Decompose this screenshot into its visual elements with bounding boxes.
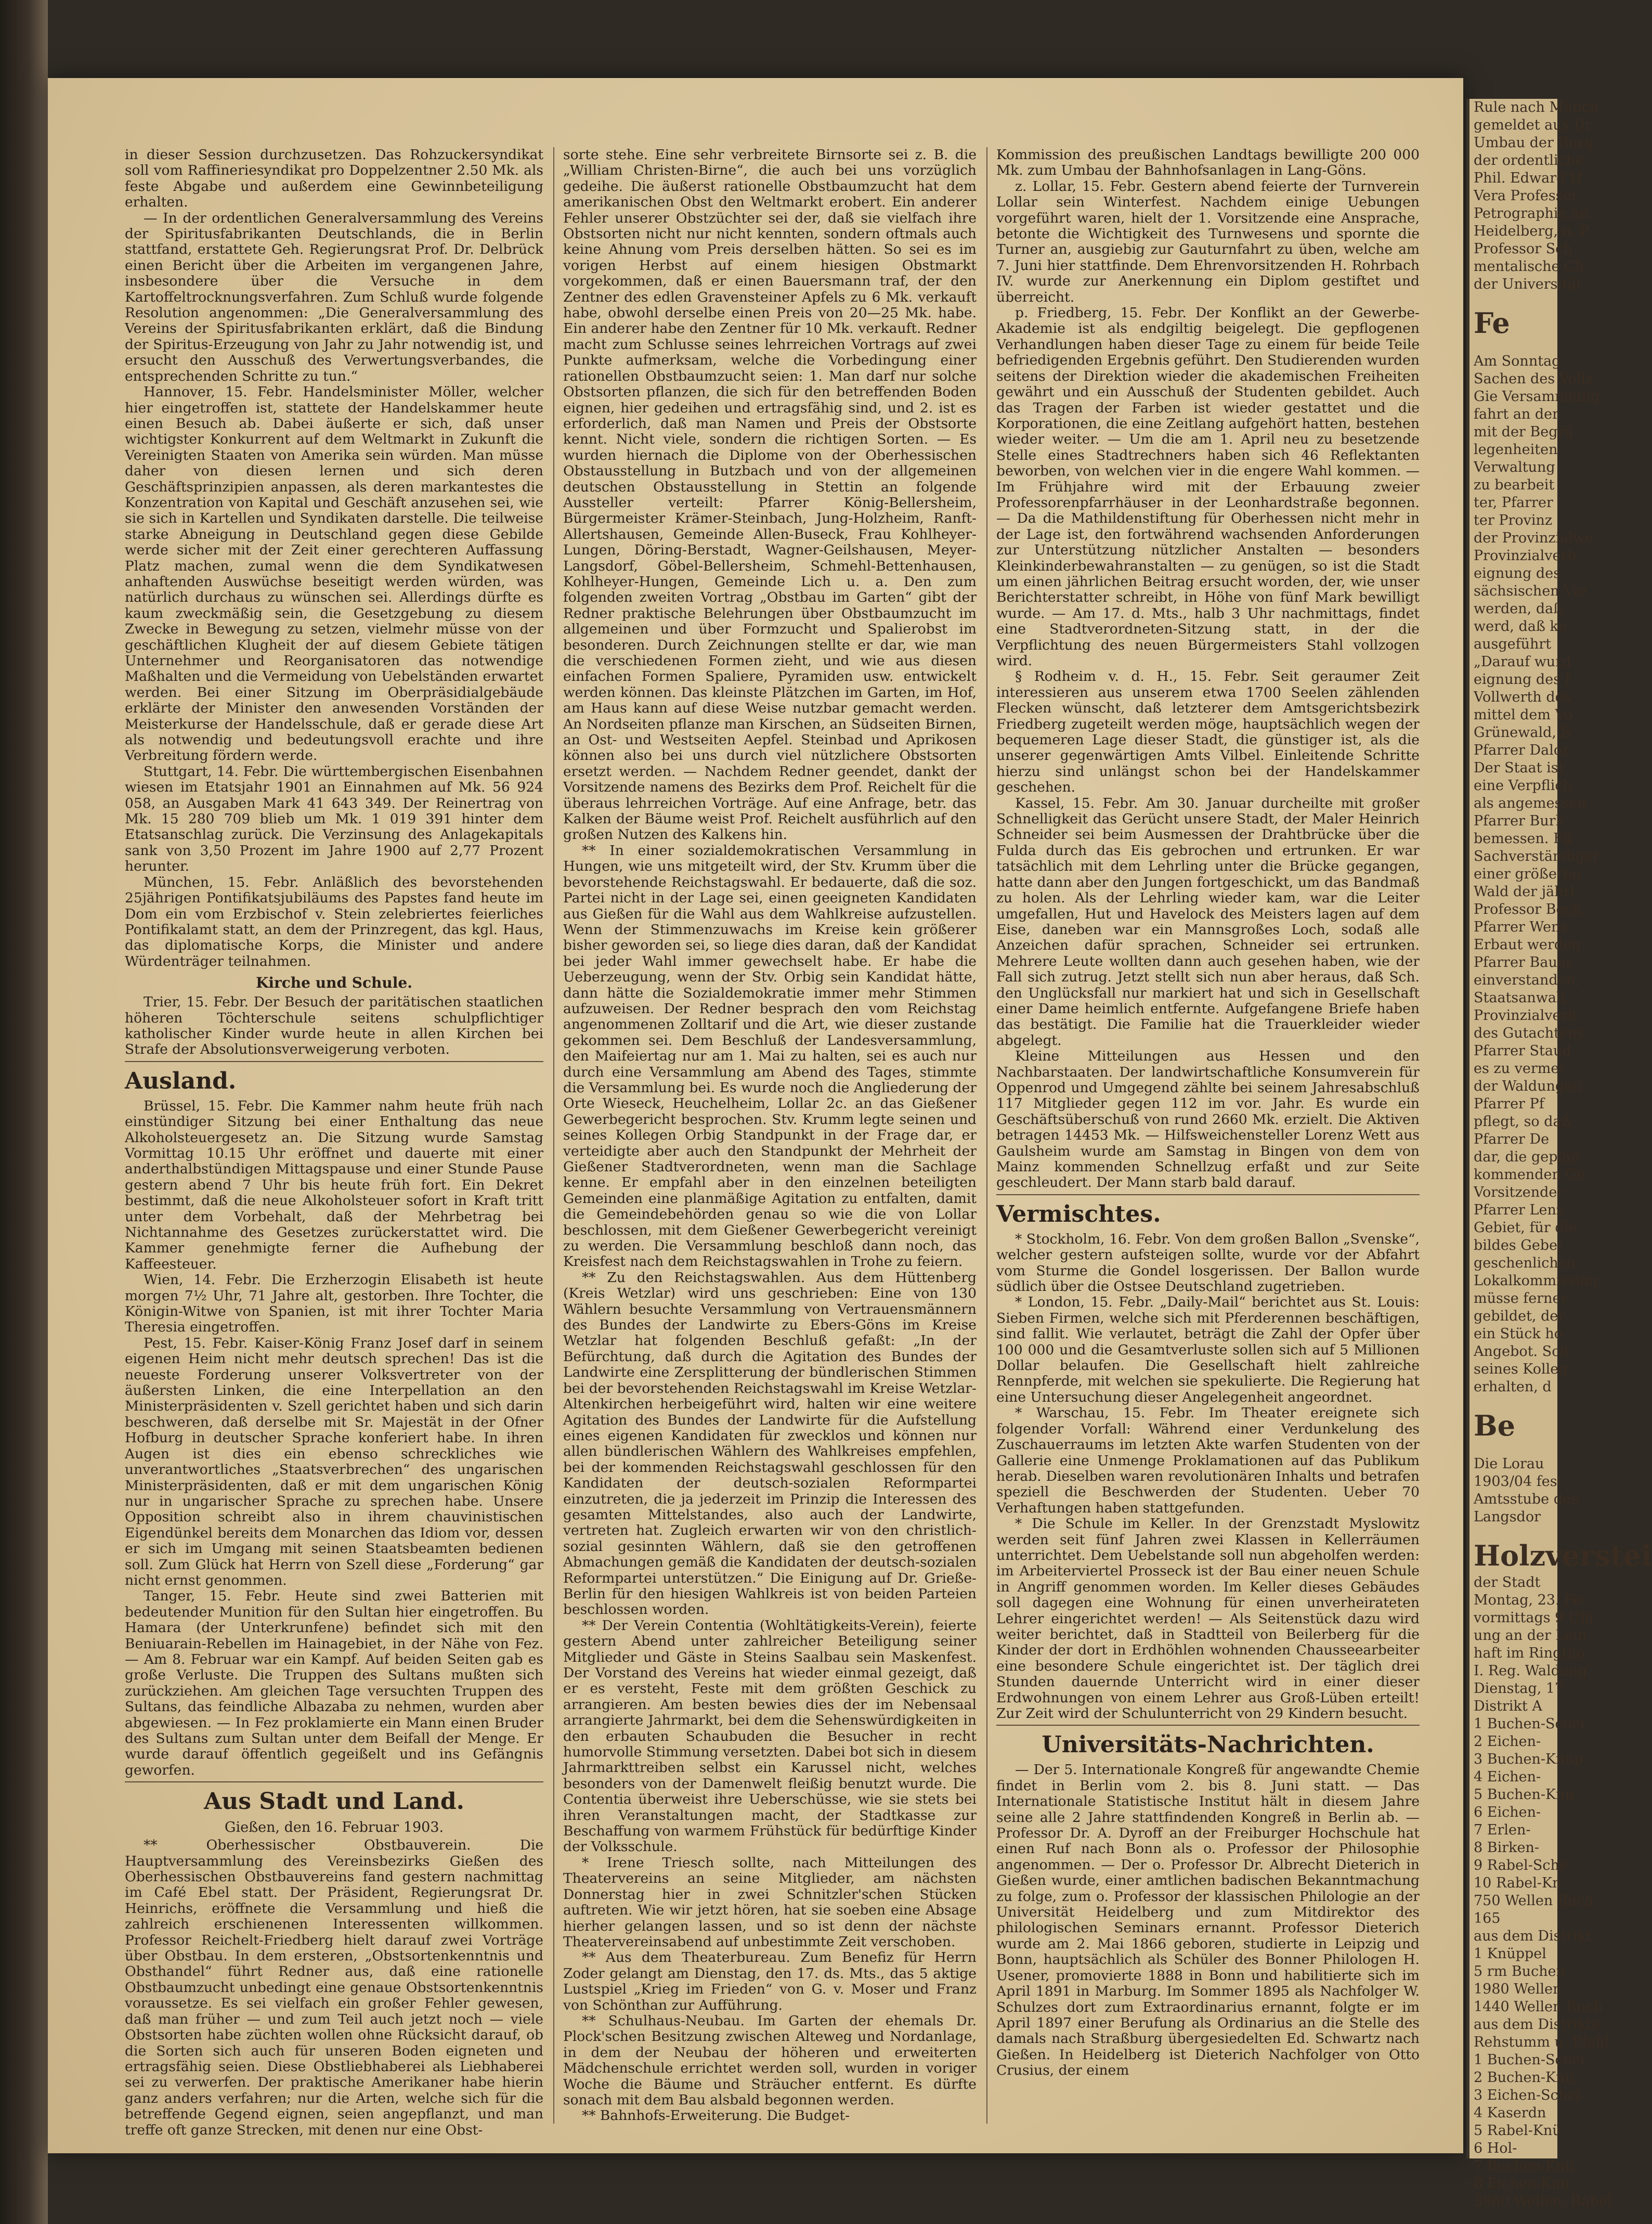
section-heading: Aus Stadt und Land. <box>204 1788 464 1815</box>
adjacent-page-fragment: Wald der jährl <box>1474 884 1575 900</box>
article-paragraph: Kleine Mitteilungen aus Hessen und den Nachbarstaaten. Der landwirtschaftliche Konsumverein für Oppenrod und Umgegend zählte bei seinem Jahresabschluß 117 Mitglieder gegen 112 im vor. Jahr. Es wurde ein Geschäftsüberschuß von rund 2660 Mk. erzielt. Die Aktiven betragen 14453 Mk. — Hilfsweichensteller Lorenz Wett aus Gaulsheim wurde am Samstag in Bingen von dem von Mainz kommenden Schnellzug erfaßt und zur Seite geschleudert. Der Mann starb bald darauf. <box>996 1048 1420 1191</box>
adjacent-page-fragment: eignung des <box>1474 565 1561 581</box>
section-heading: Ausland. <box>125 1067 237 1094</box>
adjacent-page-fragment: bemessen. Fü <box>1474 831 1572 847</box>
adjacent-page-fragment: werd, daß ke <box>1474 618 1567 635</box>
adjacent-page-fragment: 4 Eichen- <box>1474 1769 1541 1785</box>
column-3 <box>996 147 1420 2124</box>
adjacent-page-fragment: der ordentliche <box>1474 152 1584 169</box>
adjacent-page-fragment: 8 Eichen-Knü <box>1474 2176 1570 2192</box>
adjacent-page-fragment: Staatsanwalt <box>1474 990 1567 1006</box>
adjacent-page-fragment: Rule nach Münch <box>1474 99 1599 115</box>
section-divider <box>125 1061 543 1062</box>
adjacent-page-fragment: Die Lorau <box>1474 1456 1544 1472</box>
adjacent-page-fragment: Dienstag, 17 <box>1474 1680 1564 1697</box>
adjacent-page-fragment: fahrt an der <box>1474 406 1559 422</box>
adjacent-page-fragment: 7 Erlen- <box>1474 1822 1531 1838</box>
article-paragraph: ** Der Verein Contentia (Wohltätigkeits-Verein), feierte gestern Abend unter zahlreicher Beteiligung seiner Mitglieder und Gäste in Steins Saalbau sein Maskenfest. Der Vorstand des Vereins hat wieder einmal gezeigt, daß er es versteht, Feste mit dem größten Geschick zu arrangieren. Am besten bewies dies der im Nebensaal arrangierte Jahrmarkt, bei dem die Sehenswürdigkeiten in den erbauten Schaubuden die Besucher in recht humorvolle Stimmung versetzten. Dabei bot sich in diesem Jahrmarkttreiben selbst ein Karussel nicht, welches besonders von der Damenwelt fleißig benutzt wurde. Die Contentia überweist ihre Ueberschüsse, wie sie stets bei ihren Veranstaltungen macht, der Stadtkasse zur Beschaffung von warmem Frühstück für bedürftige Kinder der Volksschule. <box>563 1617 977 1855</box>
adjacent-page-fragment: 6 Eichen- <box>1474 1804 1541 1820</box>
adjacent-page-fragment: sächsischen Vie <box>1474 583 1586 599</box>
adjacent-page-fragment: mit der Begrü <box>1474 424 1573 440</box>
adjacent-page-fragment: werden, daß <box>1474 601 1563 617</box>
adjacent-page-fragment: ung an der Leih <box>1474 1627 1587 1644</box>
adjacent-page-fragment: „Darauf wurd <box>1474 654 1571 670</box>
adjacent-page-fragment: 1 Buchen-Schei <box>1474 2052 1585 2068</box>
adjacent-page-fragment: 6 Hol- <box>1474 2140 1517 2156</box>
dateline: Gießen, den 16. Februar 1903. <box>224 1819 444 1836</box>
adjacent-page-fragment: 165 <box>1474 1910 1501 1926</box>
adjacent-page-fragment: einer größeren <box>1474 866 1581 882</box>
adjacent-page-fragment: gemeldet aus Dr <box>1474 117 1592 133</box>
article-paragraph: sorte stehe. Eine sehr verbreitete Birnsorte sei z. B. die „William Christen-Birne“, die auch bei uns vorzüglich gedeihe. Die äußerst rationelle Obstbaumzucht hat dem amerikanischen Obst den Weltmarkt erobert. Ein anderer Fehler unserer Obstzüchter sei der, daß sie vielfach ihre Obstsorten nicht nur nicht kennten, sondern oftmals auch keine Ahnung vom Preis derselben hätten. So sei es im vorigen Herbst auf einem hiesigen Obstmarkt vorgekommen, daß er einen Bauersmann traf, der den Zentner des edlen Gravensteiner Apfels zu 6 Mk. verkauft habe, obwohl derselbe einen Preis von 20—25 Mk. habe. Ein anderer habe den Zentner für 10 Mk. verkauft. Redner macht zum Schlusse seines lehrreichen Vortrags auf zwei Punkte aufmerksam, welche die Vorbedingung einer rationellen Obstbaumzucht seien: 1. Man darf nur solche Obstsorten pflanzen, die sich für den betreffenden Boden eignen, hier gedeihen und ertragsfähig sind, und 2. ist es erforderlich, daß man Namen und Preis der Obstsorte kennt. Nicht viele, sondern die richtigen Sorten. — Es wurden hiernach die Diplome von der Oberhessischen Obstausstellung in Butzbach und von der allgemeinen deutschen Obstausstellung in Stettin an folgende Aussteller verteilt: Pfarrer König-Bellersheim, Bürgermeister Krämer-Steinbach, Jung-Holzheim, Ranft-Allertshausen, Gemeinde Allen-Buseck, Frau Kohlheyer-Lungen, Döring-Berstadt, Wagner-Geilshausen, Meyer-Langsdorf, Göbel-Bellersheim, Schmehl-Bettenhausen, Kohlheyer-Hungen, Gemeinde Lich u. a. Den zum folgenden zweiten Vortrag „Obstbau im Garten“ gibt der Redner praktische Belehrungen über Obstbaumzucht im allgemeinen und über Formzucht und Spalierobst im besonderen. Durch Zeichnungen stellte er dar, wie man die verschiedenen Formen zieht, und wie aus diesen einfachen Formen Spaliere, Pyramiden usw. entwickelt werden können. Das kleinste Plätzchen im Garten, im Hof, am Haus kann auf diese Weise nutzbar gemacht werden. An Nordseiten pflanze man Kirschen, an Südseiten Birnen, an Ost- und Westseiten Aepfel. Steinbad und Aprikosen können also bei uns durch viel nützlichere Obstsorten ersetzt werden. — Nachdem Redner geendet, dankt der Vorsitzende namens des Bezirks dem Prof. Reichelt für die überaus lehrreichen Vorträge. Auf eine Anfrage, betr. das Kalken der Bäume weist Prof. Reichelt ausführlich auf den großen Nutzen des Kalkens hin. <box>563 147 977 843</box>
adjacent-page-fragment: 3960 Wellen, Rabel <box>1474 2193 1612 2209</box>
adjacent-page-fragment: seines Kolleg <box>1474 1361 1568 1377</box>
adjacent-page-fragment: 2 Buchen-Knü <box>1474 2070 1574 2086</box>
article-paragraph: * Stockholm, 16. Febr. Von dem großen Ballon „Svenske“, welcher gestern aufsteigen sollte, wurde vor der Abfahrt vom Sturme die Gondel losgerissen. Der Ballon wurde südlich über die Ostsee Deutschland zugetrieben. <box>996 1231 1420 1295</box>
article-paragraph: in dieser Session durchzusetzen. Das Rohzuckersyndikat soll vom Raffineriesyndikat pro Doppelzentner 2.50 Mk. als feste Abgabe und außerdem eine Gewinnbeteiligung erhalten. <box>125 147 543 211</box>
article-paragraph: Kommission des preußischen Landtags bewilligte 200 000 Mk. zum Umbau der Bahnhofsanlagen in Lang-Göns. <box>996 147 1420 179</box>
adjacent-page-fragment: mentalische Ch <box>1474 258 1584 275</box>
adjacent-page-fragment: 1 Buchen-Schei <box>1474 1716 1585 1732</box>
adjacent-page-fragment: Grünewald, S <box>1474 725 1571 741</box>
adjacent-page-fragment: Rehstumm u. Pfahl <box>1474 2034 1609 2050</box>
article-columns <box>125 147 1420 2138</box>
section-heading: Vermischtes. <box>996 1200 1161 1227</box>
adjacent-page-fragment: Professor Sch <box>1474 241 1572 257</box>
article-paragraph: Tanger, 15. Febr. Heute sind zwei Batterien mit bedeutender Munition für den Sultan hier eingetroffen. Bu Hamara (der Unterkrunfene) befindet sich mit den Beniuarain-Rebellen im Hainagebiet, in der Nähe von Fez. — Am 8. Februar war ein Kampf. Auf beiden Seiten gab es große Verluste. Die Truppen des Sultans mußten sich zurückziehen. Am gleichen Tage versuchten Truppen des Sultans, das feindliche Albazaba zu nehmen, wurden aber abgewiesen. — In Fez proklamierte ein Mann einen Bruder des Sultans zum Sultan unter dem Beifall der Menge. Er wurde darauf öffentlich gegeißelt und ins Gefängnis geworfen. <box>125 1588 543 1778</box>
adjacent-page-fragment: Vorsitzender <box>1474 1184 1564 1200</box>
adjacent-page-fragment: legenheiten <box>1474 442 1558 458</box>
adjacent-page-fragment: Distrikt A <box>1474 1698 1542 1714</box>
adjacent-page-fragment: vormittags 9 Uhr <box>1474 1610 1596 1626</box>
article-paragraph: ** Aus dem Theaterbureau. Zum Benefiz für Herrn Zoder gelangt am Dienstag, den 17. ds. Mts., das 5 aktige Lustspiel „Krieg im Frieden“ von G. v. Moser und Franz von Schönthan zur Aufführung. <box>563 1949 977 2013</box>
adjacent-page-fragment: 5 rm Buchen <box>1474 1963 1565 1980</box>
article-paragraph: ** Oberhessischer Obstbauverein. Die Hauptversammlung des Vereinsbezirks Gießen des Oberhessischen Obstbauvereins fand gestern nachmittag im Café Ebel statt. Der Präsident, Regierungsrat Dr. Heinrichs, eröffnete die Versammlung und hieß die zahlreich erschienenen Interessenten willkommen. Professor Reichelt-Friedberg hielt darauf zwei Vorträge über Obstbau. In dem ersteren, „Obstsortenkenntnis und Obsthandel“ führt Redner aus, daß eine rationelle Obstbaumzucht unbedingt eine genaue Obstsortenkenntnis voraussetze. Es sei vielfach ein großer Fehler gewesen, daß man früher — und zum Teil auch jetzt noch — viele Obstsorten habe züchten wollen ohne Rücksicht darauf, ob die Sorten sich auch für unseren Boden eigneten und ertragsfähig seien. Diese Obstliebhaberei als Liebhaberei sei zu verwerfen. Der praktische Amerikaner habe hierin ganz anders verfahren; nur die Arten, welche sich für die betreffende Gegend eignen, seien angepflanzt, und man treffe oft ganze Strecken, mit denen nur eine Obst- <box>125 1837 543 2138</box>
article-paragraph: Brüssel, 15. Febr. Die Kammer nahm heute früh nach einstündiger Sitzung bei einer Enthaltung das neue Alkoholsteuergesetz an. Die Sitzung wurde Samstag Vormittag 10.15 Uhr eröffnet und dauerte mit einer anderthalbstündigen Mittagspause und einer Stunde Pause gestern abend 7 Uhr bis heute früh fort. Ein Dekret bestimmt, daß die neue Alkoholsteuer sofort in Kraft tritt unter dem Vorbehalt, daß der Mehrbetrag bei Nichtannahme des Gesetzes zurückerstattet wird. Die Kammer genehmigte ferner die Aufhebung der Kaffeesteuer. <box>125 1097 543 1272</box>
subsection-heading: Kirche und Schule. <box>256 974 412 992</box>
adjacent-page-fragment: Provinzialverb <box>1474 548 1577 564</box>
section-divider <box>125 1781 543 1782</box>
article-paragraph: München, 15. Febr. Anläßlich des bevorstehenden 25jährigen Pontifikatsjubiläums des Papstes fand heute im Dom ein vom Erzbischof v. Stein zelebriertes feierliches Pontifikalamt statt, an dem der Prinzregent, das kgl. Haus, das diplomatische Korps, die Minister und andere Würdenträger teilnahmen. <box>125 874 543 969</box>
adjacent-page-fragment: Provinzialverb <box>1474 1007 1577 1024</box>
adjacent-page-fragment: Holzverstei <box>1474 1539 1652 1572</box>
adjacent-page-fragment: Pfarrer Pf <box>1474 1096 1544 1112</box>
adjacent-page-fragment: Be <box>1474 1409 1515 1442</box>
section-heading: Universitäts-Nachrichten. <box>1042 1731 1374 1758</box>
adjacent-page-fragment: 3 Eichen-Schei <box>1474 2087 1580 2103</box>
adjacent-page-fragment: Lokalkommission <box>1474 1273 1597 1289</box>
adjacent-page-fragment: aus dem Distrikt <box>1474 1928 1592 1944</box>
adjacent-page-fragment: als angemessen <box>1474 795 1586 811</box>
adjacent-page-fragment: Sachverständiger <box>1474 848 1599 864</box>
article-paragraph: ** Bahnhofs-Erweiterung. Die Budget- <box>582 2107 850 2124</box>
adjacent-page-fragment: Umbau der Burg <box>1474 135 1593 151</box>
adjacent-page-fragment: 9 Rabel-Sche <box>1474 1857 1568 1873</box>
adjacent-page-fragment: geschenlichen <box>1474 1255 1576 1271</box>
adjacent-page-fragment: der Waldungen <box>1474 1078 1582 1094</box>
adjacent-page-fragment: zu bearbeit <box>1474 477 1555 493</box>
adjacent-page-fragment: Pfarrer Wenz <box>1474 919 1568 935</box>
adjacent-page-fragment: müsse ferner <box>1474 1290 1568 1307</box>
adjacent-page-fragment: Fe <box>1474 306 1510 340</box>
article-paragraph: p. Friedberg, 15. Febr. Der Konflikt an der Gewerbe-Akademie ist als endgiltig beigelegt. Die gepflogenen Verhandlungen haben dieser Tage zu einem für beide Teile befriedigenden Ergebnis geführt. Den Studierenden wurden seitens der Direktion wieder die akademischen Freiheiten gewährt und ein Ausschuß der Studenten gebildet. Auch das Tragen der Farben ist wieder gestattet und die Korporationen, die eine Zeitlang aufgehört hatten, bestehen wieder weiter. — Um die am 1. April neu zu besetzende Stelle eines Stadtrechners haben sich 46 Reflektanten beworben, von welchen vier in die engere Wahl kommen. — Im Frühjahre wird mit der Erbauung zweier Professorenpfarrhäuser in der Leonhardstraße begonnen. — Da die Mathildenstiftung für Oberhessen nicht mehr in der Lage ist, den fortwährend wachsenden Anforderungen zur Unterstützung nützlicher Anstalten — besonders Kleinkinderbewahranstalten — zu genügen, so ist die Stadt um einen jährlichen Beitrag ersucht worden, der, wie unser Berichterstatter schreibt, in Höhe von fünf Mark bewilligt wurde. — Am 17. d. Mts., halb 3 Uhr nachmittags, findet eine Stadtverordneten-Sitzung statt, in der die Verpflichtung des neuen Bürgermeisters Stahl vollzogen wird. <box>996 305 1420 669</box>
adjacent-page-fragment: Phil. Edward H <box>1474 170 1582 186</box>
column-rule <box>553 147 554 2124</box>
article-paragraph: Kassel, 15. Febr. Am 30. Januar durcheilte mit großer Schnelligkeit das Gerücht unsere Stadt, der Maler Heinrich Schneider sei beim Ausmessen der Drahtbrücke über die Fulda durch das Eis gebrochen und ertrunken. Er war tatsächlich mit dem Lehrling unter die Brücke gegangen, hatte dann aber den Jungen fortgeschickt, um das Bandmaß zu holen. Als der Lehrling wieder kam, war die Leiter umgefallen, Hut und Havelock des Meisters lagen auf dem Eise, daneben war ein Mannsgroßes Loch, sodaß alle Anzeichen dafür sprachen, Schneider sei ertrunken. Mehrere Leute wollten dann auch gesehen haben, wie der Fall sich zutrug. Jetzt stellt sich nun aber heraus, daß Sch. den Unglücksfall nur markiert hat und sich in Gesellschaft einer Dame heimlich entfernte. Aufgefangene Briefe haben das bestätigt. Die Familie hat die Trauerkleider wieder abgelegt. <box>996 795 1420 1049</box>
section-divider <box>996 1725 1420 1726</box>
adjacent-page-fragment: Erbaut werden <box>1474 937 1581 953</box>
article-paragraph: § Rodheim v. d. H., 15. Febr. Seit geraumer Zeit interessieren aus unserem etwa 1700 Seelen zählenden Flecken wünscht, daß letzterer dem Amtsgerichtsbezirk Friedberg zugeteilt werden möge, hauptsächlich wegen der bequemeren Lage dieser Stadt, die günstiger ist, als die unserer gegenwärtigen Amts Vilbel. Einleitende Schritte hierzu sind unlängst schon bei der Handelskammer geschehen. <box>996 668 1420 796</box>
adjacent-page-fragment: bildes Gebet <box>1474 1237 1563 1253</box>
article-paragraph: ** In einer sozialdemokratischen Versammlung in Hungen, wie uns mitgeteilt wird, der Stv. Krumm über die bevorstehende Reichstagswahl. Er bedauerte, daß die soz. Partei nicht in der Lage sei, einen geeigneten Kandidaten aus Gießen für die Wahl aus dem Wahlkreise aufzustellen. Wenn der Stimmenzuwachs im Kreise kein größerer bisher geworden sei, so liege dies daran, daß der Kandidat bei jeder Wahl immer gewechselt habe. Er habe die Ueberzeugung, wenn der Stv. Orbig sein Kandidat hätte, dann hätte die Sozialdemokratie immer mehr Stimmen aufzuweisen. Der Redner besprach den vom Reichstag angenommenen Zolltarif und die Art, wie dieser zustande gekommen sei. Dem Beschluß der Landesversammlung, den Maifeiertag nur am 1. Mai zu halten, sei es auch nur durch eine Versammlung am Abend des Tages, stimmte die Versammlung bei. Es wurde noch die Angliederung der Orte Wieseck, Heuchelheim, Lollar 2c. an das Gießener Gewerbegericht besprochen. Stv. Krumm legte seinen und seines Kollegen Orbig Standpunkt in der Frage dar, er verteidigte aber auch den Standpunkt der Mehrheit der Gießener Stadtverordneten, wenn man die Sachlage kenne. Er empfahl aber in den einzelnen beteiligten Gemeinden eine planmäßige Agitation zu entfalten, damit die Gemeindebehörden genau so wie die von Lollar beschlossen, mit dem Gießener Gewerbegericht vereinigt zu werden. Die Versammlung beschloß dann noch, das Kreisfest nach dem Reichstagswahlen in Trohe zu feiern. <box>563 842 977 1270</box>
adjacent-page-fragment: 1440 Wellen Buch <box>1474 1999 1603 2015</box>
adjacent-page-fragment: Gebiet, für die <box>1474 1220 1577 1236</box>
article-paragraph: Pest, 15. Febr. Kaiser-König Franz Josef darf in seinem eigenen Heim nicht mehr deutsch sprechen! Das ist die neueste Forderung unserer Volksvertreter von der äußersten Linken, die eine Interpellation an den Ministerpräsidenten v. Szell gerichtet haben und sich darin beschweren, daß derselbe mit Sr. Majestät in der Ofner Hofburg in deutscher Sprache konferiert habe. In ihren Augen ist dies ein ebenso schreckliches wie unverantwortliches „Staatsverbrechen“ des ungarischen Ministerpräsidenten, daß er mit dem ungarischen König nur in ungarischer Sprache zu sprechen habe. Unsere Opposition schreibt also in ihrem chauvinistischen Eigendünkel bereits dem Monarchen das Idiom vor, dessen er sich im Umgang mit seinen Staatsbeamten bedienen soll. Zum Glück hat Herrn von Szell diese „Forderung“ gar nicht ernst genommen. <box>125 1335 543 1588</box>
adjacent-page-fragment: 3 Buchen-Knüp <box>1474 1751 1583 1767</box>
article-paragraph: Stuttgart, 14. Febr. Die württembergischen Eisenbahnen wiesen im Etatsjahr 1901 an Einnahmen auf Mk. 56 924 058, an Ausgaben Mark 41 643 349. Der Reinertrag von Mk. 15 280 709 blieb um Mk. 1 019 391 hinter dem Etatsanschlag zurück. Die Verzinsung des Anlagekapitals sank von 3,50 Prozent im Jahre 1900 auf 2,77 Prozent herunter. <box>125 763 543 875</box>
adjacent-page-fragment: Gie Versammlung <box>1474 389 1600 405</box>
adjacent-page-fragment: Pfarrer Staud <box>1474 1043 1571 1059</box>
adjacent-page-fragment: Professor Beck <box>1474 901 1581 917</box>
adjacent-page-fragment: Angebot. Sch <box>1474 1343 1569 1360</box>
column-rule <box>986 147 987 2124</box>
adjacent-page-fragment: Pfarrer Dalor <box>1474 742 1569 758</box>
adjacent-page-fragment: eine Verpflich <box>1474 778 1572 794</box>
article-paragraph: Trier, 15. Febr. Der Besuch der paritätischen staatlichen höheren Töchterschule seitens schulpflichtiger katholischer Kinder wurde heute in allen Kirchen bei Strafe der Absolutionsverweigerung verboten. <box>125 994 543 1058</box>
book-spine-shadow <box>0 0 48 2224</box>
adjacent-page-fragment: der Provinzialwe <box>1474 530 1594 546</box>
adjacent-page-fragment: pflegt, so daß <box>1474 1114 1571 1130</box>
adjacent-page-fragment: es zu vermei <box>1474 1061 1564 1077</box>
article-paragraph: * Die Schule im Keller. In der Grenzstadt Myslowitz werden seit fünf Jahren zwei Klassen in Kellerräumen unterrichtet. Dem Uebelstande soll nun abgeholfen werden: im Arbeiterviertel Prosseck ist der Bau einer neuen Schule in Angriff genommen worden. Im Keller dieses Gebäudes soll dagegen eine Wohnung für einen unverheirateten Lehrer eingerichtet werden! — Als Seitenstück dazu wird weiter berichtet, daß in Stadtteil von Beilerberg für die Kinder der dort in Erdhöhlen wohnenden Chausseearbeiter eine besondere Schule eingerichtet ist. Der täglich drei Stunden dauernde Unterricht wird in einer dieser Erdwohnungen von einem Lehrer aus Groß-Lüben erteilt! Zur Zeit wird der Schulunterricht von 29 Kindern besucht. <box>996 1516 1420 1722</box>
adjacent-page-fragment: Langsdor <box>1474 1509 1541 1525</box>
adjacent-page-fragment: haft im Ringtho <box>1474 1645 1585 1661</box>
adjacent-page-fragment: 5 Rabel-Knü <box>1474 2123 1562 2139</box>
adjacent-page-fragment: 10 Rabel-Kn <box>1474 1875 1562 1891</box>
adjacent-page-fragment: ter Provinz <box>1474 512 1553 528</box>
adjacent-page-fragment: eignung des I <box>1474 671 1571 688</box>
adjacent-page-fragment: 7 Buchen-Knü <box>1474 2158 1574 2174</box>
adjacent-page-fragment: Montag, 23. Fe <box>1474 1592 1582 1608</box>
article-paragraph: ** Zu den Reichstagswahlen. Aus dem Hüttenberg (Kreis Wetzlar) wird uns geschrieben: Eine von 130 Wählern besuchte Versammlung von Vertrauensmännern des Bundes der Landwirte zu Ebers-Göns im Kreise Wetzlar hat folgenden Beschluß gefaßt: „In der Befürchtung, daß durch die Agitation des Bundes der Landwirte eine Zersplitterung der bündlerischen Stimmen bei der bevorstehenden Reichstagswahl im Kreise Wetzlar-Altenkirchen herbeigeführt wird, halten wir eine weitere Agitation des Bundes der Landwirte für die Aufstellung eines eigenen Kandidaten für zwecklos und können nur allen bündlerischen Wählern des Wahlkreises empfehlen, bei der kommenden Reichstagswahl geschlossen für den Kandidaten der deutsch-sozialen Reformpartei einzutreten, die ja jederzeit im Prinzip die Interessen des gesamten Mittelstandes, also auch der Landwirte, vertreten hat. Zugleich erwarten wir von den christlich-sozial gesinnten Wählern, daß sie den getroffenen Abmachungen gemäß die Kandidaten der deutsch-sozialen Reformpartei unterstützen.“ Die Einigung auf Dr. Grieße-Berlin für den hiesigen Wahlkreis ist von beiden Parteien beschlossen worden. <box>563 1269 977 1618</box>
adjacent-page-fragment: Pfarrer Bauer <box>1474 954 1572 971</box>
article-paragraph: z. Lollar, 15. Febr. Gestern abend feierte der Turnverein Lollar sein Winterfest. Nachdem einige Uebungen vorgeführt waren, hielt der 1. Vorsitzende eine Ansprache, betonte die Wichtigkeit des Turnwesens und spornte die Turner an, ausgiebig zur Gauturnfahrt zu üben, welche am 7. Juni hier stattfinde. Dem Ehrenvorsitzenden H. Rohrbach IV. wurde zur Anerkennung ein Diplom gestiftet und überreicht. <box>996 178 1420 305</box>
adjacent-page-fragment: 4 Kaserdn <box>1474 2105 1546 2121</box>
adjacent-page-fragment: ausgeführt <box>1474 636 1552 652</box>
article-paragraph: Wien, 14. Febr. Die Erzherzogin Elisabeth ist heute morgen 7½ Uhr, 71 Jahre alt, gestorben. Ihre Tochter, die Königin-Witwe von Spanien, ist mit ihrer Tochter Maria Theresia eingetroffen. <box>125 1272 543 1336</box>
adjacent-page-fragment: Der Staat ist <box>1474 760 1564 776</box>
adjacent-page-fragment: Am Sonntag <box>1474 353 1561 369</box>
adjacent-page-fragment: Vera Professor <box>1474 188 1578 204</box>
adjacent-page-fragment: ein Stück ho <box>1474 1326 1563 1342</box>
section-divider <box>996 1194 1420 1195</box>
adjacent-page-fragment: Heidelberg, o. P <box>1474 223 1589 239</box>
adjacent-page-fragment: Amtsstube des <box>1474 1491 1578 1507</box>
article-paragraph: * Warschau, 15. Febr. Im Theater ereignete sich folgender Vorfall: Während einer Verdunkelung des Zuschauerraums im letzten Akte warfen Studenten von der Gallerie eine Unmenge Proklamationen auf das Publikum herab. Dieselben waren revolutionären Inhalts und betrafen speziell die Beschwerden der Studenten. Ueber 70 Verhaftungen haben stattgefunden. <box>996 1405 1420 1516</box>
article-paragraph: — Der 5. Internationale Kongreß für angewandte Chemie findet in Berlin vom 2. bis 8. Juni statt. — Das Internationale Statistische Institut hält in diesem Jahre seine alle 2 Jahre stattfindenden Kongreß in Berlin ab. — Professor Dr. A. Dyroff an der Freiburger Hochschule hat einen Ruf nach Bonn als o. Professor der Philosophie angenommen. — Der o. Professor Dr. Albrecht Dieterich in Gießen wurde, einer amtlichen badischen Bekanntmachung zu folge, zum o. Professor der klassischen Philologie an der Universität Heidelberg und zum Mitdirektor des philologischen Seminars ernannt. Professor Dieterich wurde am 2. Mai 1866 geboren, studierte in Leipzig und Bonn, hauptsächlich als Schüler des Bonner Philologen H. Usener, promovierte 1888 in Bonn und habilitierte sich im April 1891 in Marburg. Im Sommer 1895 als Nachfolger W. Schulzes dort zum Extraordinarius ernannt, folgte er im April 1897 einer Berufung als Ordinarius an die Stelle des damals nach Straßburg übergesiedelten Ed. Schwartz nach Gießen. In Heidelberg ist Dieterich Nachfolger von Otto Crusius, der einem <box>996 1762 1420 2079</box>
adjacent-page-fragment: Vollwerth des <box>1474 689 1571 705</box>
article-paragraph: — In der ordentlichen Generalversammlung des Vereins der Spiritusfabrikanten Deutschlands, die in Berlin stattfand, erstattete Geh. Regierungsrat Prof. Dr. Delbrück einen Bericht über die Arbeiten im vergangenen Jahre, insbesondere über die Versuche in dem Kartoffeltrocknungsverfahren. Zum Schluß wurde folgende Resolution angenommen: „Die Generalversammlung des Vereins der Spiritusfabrikanten erklärt, daß die Bindung der Spiritus-Erzeugung von Jahr zu Jahr notwendig ist, und ersucht den Ausschuß des Verwertungsverbandes, die entsprechenden Schritte zu tun.“ <box>125 210 543 384</box>
article-paragraph: * Irene Triesch sollte, nach Mitteilungen des Theatervereins an seine Mitglieder, am nächsten Donnerstag hier in zwei Schnitzler'schen Stücken auftreten. Wie wir jetzt hören, hat sie soeben eine Absage hierher gelangen lassen, und so ist denn der nächste Theatervereinsabend auf unbestimmte Zeit verschoben. <box>563 1854 977 1950</box>
column-2 <box>563 147 977 2124</box>
adjacent-page-fragment: 750 Wellen Buch <box>1474 1893 1594 1909</box>
adjacent-page-strip <box>1466 99 1652 2209</box>
adjacent-page-fragment: 1903/04 fest <box>1474 1473 1563 1490</box>
adjacent-page-fragment: des Gutachtens <box>1474 1025 1584 1041</box>
adjacent-page-fragment: 1980 Wellen <box>1474 1981 1562 1997</box>
adjacent-page-fragment: gebildet, der <box>1474 1308 1565 1324</box>
adjacent-page-fragment: 1 Knüppel <box>1474 1946 1546 1962</box>
adjacent-page-fragment: erhalten, d <box>1474 1379 1552 1395</box>
adjacent-page-fragment: Petrographie an <box>1474 205 1589 222</box>
adjacent-page-fragment: 2 Eichen- <box>1474 1734 1541 1750</box>
adjacent-page-fragment: einverstanden, <box>1474 972 1580 988</box>
adjacent-page-fragment: dar, die geplan <box>1474 1149 1580 1165</box>
adjacent-page-fragment: Pfarrer De <box>1474 1131 1550 1147</box>
article-paragraph: Hannover, 15. Febr. Handelsminister Möller, welcher hier eingetroffen ist, stattete der Handelskammer heute einen Besuch ab. Dabei äußerte er sich, daß unser wichtigster Konkurrent auf dem Weltmarkt in Zukunft die Vereinigten Staaten von Amerika sein würden. Man müsse daher von diesen lernen und sich deren Geschäftsprinzipien anpassen, als deren markantestes die Konzentration von Kapital und Geschäft anzusehen sei, wie sie sich in Kartellen und Syndikaten darstelle. Die teilweise starke Abneigung in Deutschland gegen diese Gebilde werde sicher mit der Zeit einer gerechteren Auffassung Platz machen, zumal wenn die dem Syndikatwesen anhaftenden Auswüchse beseitigt werden würden, was natürlich durchaus zu wünschen sei. Allerdings dürfte es kaum zweckmäßig sein, die Gesetzgebung zu diesem Zwecke in Bewegung zu setzen, vielmehr müsse von der geschäftlichen Klugheit der auf diesem Gebiete tätigen Unternehmer und Reorganisatoren das notwendige Maßhalten und die Vermeidung von Uebelständen erwartet werden. Bei einer Sitzung im Oberpräsidialgebäude erklärte der Minister den anwesenden Vorständen der Meisterkurse der Handelsschule, daß er gerade diese Art als notwendig und bedeutungsvoll erachte und ihre Verbreitung fördern werde. <box>125 384 543 764</box>
adjacent-page-fragment: Sachen des Vollz <box>1474 371 1593 387</box>
adjacent-page-fragment: der Stadt <box>1474 1574 1541 1591</box>
adjacent-page-fragment: I. Reg. Waldung <box>1474 1663 1588 1679</box>
adjacent-page-fragment: 5 Buchen-Knü <box>1474 1787 1574 1803</box>
adjacent-page-fragment: Pfarrer Burk <box>1474 813 1565 829</box>
adjacent-page-fragment: aus dem Distrikte <box>1474 2016 1601 2033</box>
adjacent-page-fragment: mittel dem Vo <box>1474 707 1572 723</box>
adjacent-page-fragment: Pfarrer Lenz <box>1474 1202 1564 1218</box>
adjacent-page-fragment: ter, Pfarrer <box>1474 495 1553 511</box>
adjacent-page-fragment: 8 Birken- <box>1474 1840 1539 1856</box>
adjacent-page-fragment: der Universität <box>1474 276 1582 292</box>
adjacent-page-fragment: kommenden Ge <box>1474 1167 1585 1183</box>
article-paragraph: ** Schulhaus-Neubau. Im Garten der ehemals Dr. Plock'schen Besitzung zwischen Alteweg und Nordanlage, in dem der Neubau der höheren und erweiterten Mädchenschule errichtet werden soll, wurden in voriger Woche die Bäume und Sträucher entfernt. Es dürfte sonach mit dem Bau alsbald begonnen werden. <box>563 2012 977 2108</box>
article-paragraph: * London, 15. Febr. „Daily-Mail“ berichtet aus St. Louis: Sieben Firmen, welche sich mit Pferderennen beschäftigen, sind fallit. Wie verlautet, beträgt die Zahl der Opfer über 100 000 und die Gesamtverluste sollen sich auf 5 Millionen Dollar belaufen. Die Gesellschaft hielt zahlreiche Rennpferde, mit welchen sie spekulierte. Die Regierung hat eine Untersuchung dieser Angelegenheit angeordnet. <box>996 1294 1420 1405</box>
column-1 <box>125 147 543 2138</box>
adjacent-page-fragment: Verwaltung <box>1474 459 1555 475</box>
